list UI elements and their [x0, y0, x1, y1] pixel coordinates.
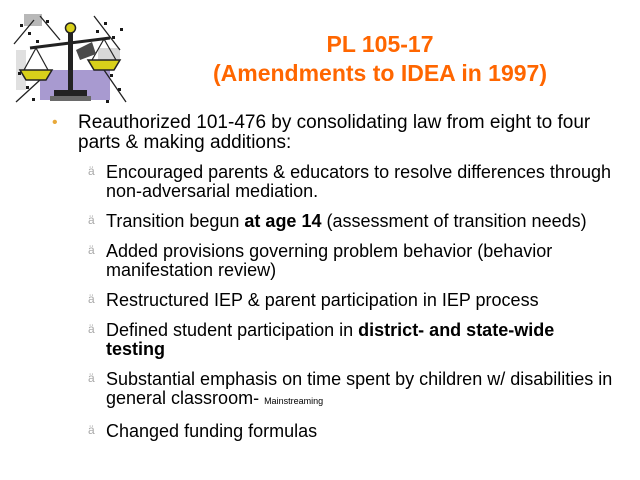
slide-title: [140, 30, 620, 88]
sub-bullet-small-text: Mainstreaming: [264, 396, 324, 406]
sub-bullet-marker: ä: [88, 243, 95, 257]
main-bullet-text: Reauthorized 101-476 by consolidating law from eight to four parts & making additions:: [78, 112, 591, 153]
sub-bullet-marker: ä: [88, 423, 95, 437]
sub-bullet-text: Transition begun: [106, 211, 245, 231]
sub-bullet-text: Added provisions governing problem behavior (behavior manifestation review): [106, 241, 553, 280]
sub-bullet-item: [88, 212, 618, 231]
sub-bullet-text: Substantial emphasis on time spent by children w/ disabilities in general classroom-: [106, 369, 613, 408]
sub-bullet-item: [88, 163, 618, 201]
sub-bullet-marker: ä: [88, 213, 95, 227]
slide-title-line-1: PL 105-17: [326, 31, 434, 57]
sub-bullet-item: [88, 321, 618, 359]
main-bullet-marker: •: [52, 114, 58, 131]
sub-bullet-marker: ä: [88, 371, 95, 385]
sub-bullet-marker: ä: [88, 322, 95, 336]
sub-bullet-list: [88, 163, 618, 452]
sub-bullet-bold-text: district- and state-wide testing: [106, 320, 555, 359]
sub-bullet-item: [88, 242, 618, 280]
sub-bullet-text: Defined student participation in: [106, 320, 359, 340]
slide-title-line-2: (Amendments to IDEA in 1997): [213, 60, 547, 86]
sub-bullet-item: [88, 291, 618, 310]
sub-bullet-marker: ä: [88, 292, 95, 306]
sub-bullet-marker: ä: [88, 164, 95, 178]
sub-bullet-item: [88, 422, 618, 441]
sub-bullet-text: Changed funding formulas: [106, 421, 318, 441]
sub-bullet-text: Encouraged parents & educators to resolve differences through non-adversarial mediation.: [106, 162, 611, 201]
sub-bullet-bold-text: at age 14: [244, 211, 322, 231]
scales-of-justice-icon: [10, 10, 130, 110]
sub-bullet-item: [88, 370, 618, 411]
sub-bullet-text: Restructured IEP & parent participation in IEP process: [106, 290, 539, 310]
sub-bullet-text: (assessment of transition needs): [321, 211, 587, 231]
